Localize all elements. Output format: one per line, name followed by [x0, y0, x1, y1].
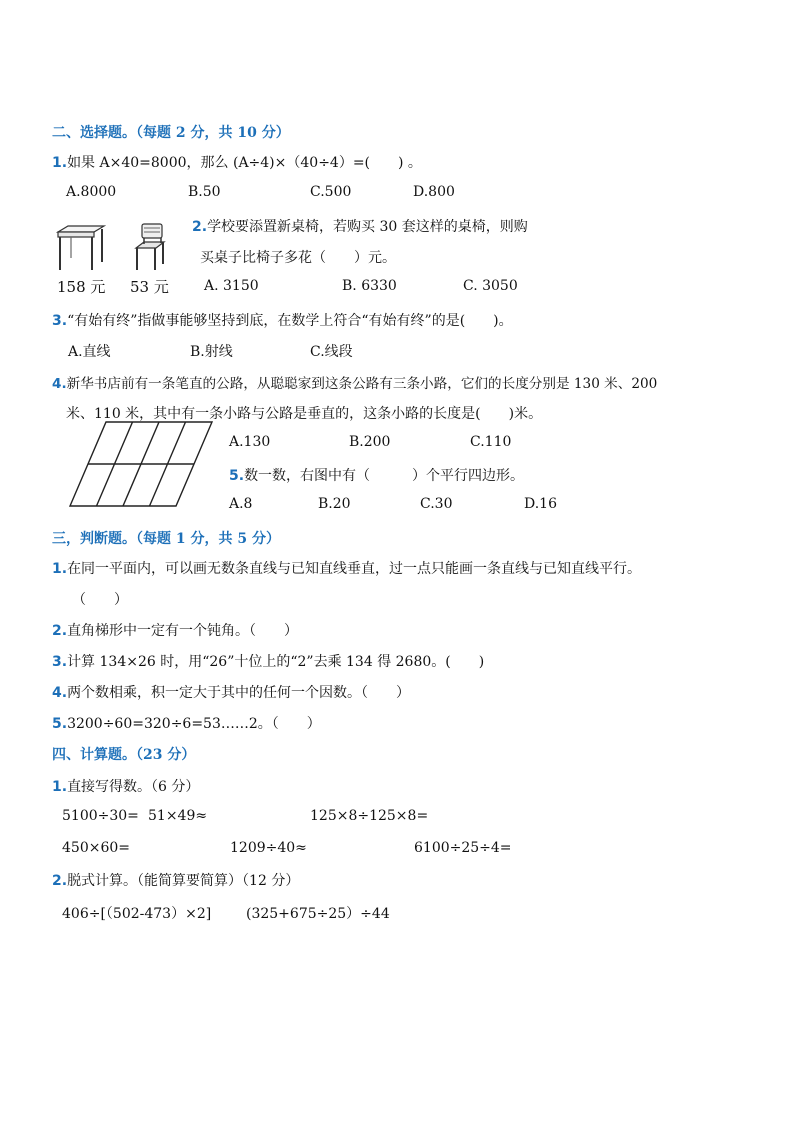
- question-number: 1.: [52, 155, 68, 171]
- calc-item: 450×60=: [62, 840, 130, 856]
- question-number: 3.: [52, 654, 68, 670]
- question-text: “有始有终”指做事能够坚持到底，在数学上符合“有始有终”的是( )。: [67, 313, 513, 329]
- calc-item: 125×8÷125×8=: [310, 808, 429, 824]
- option-a: A.130: [229, 434, 271, 450]
- question-number: 5.: [229, 468, 245, 484]
- judgment-item-4: [52, 682, 410, 702]
- question-text: 脱式计算。（能简算要简算）（12 分）: [67, 873, 300, 889]
- question-number: 2.: [192, 219, 208, 235]
- calc-item: 5100÷30=: [62, 808, 139, 824]
- calc-question-2: [52, 870, 299, 890]
- option-b: B.200: [349, 434, 391, 450]
- judgment-item-5: [52, 713, 321, 733]
- option-c: C. 3050: [463, 278, 518, 294]
- option-b: B.50: [188, 184, 221, 200]
- option-a: A.直线: [68, 344, 111, 360]
- option-c: C.30: [420, 496, 453, 512]
- option-b: B.射线: [190, 344, 233, 360]
- calc-item: 51×49≈: [148, 808, 208, 824]
- question-text: 直角梯形中一定有一个钝角。（ ）: [67, 623, 299, 639]
- chair-illustration: [130, 222, 170, 272]
- option-c: C.500: [310, 184, 352, 200]
- answer-blank: （ ）: [72, 592, 128, 608]
- option-d: D.800: [413, 184, 455, 200]
- question-text: 在同一平面内，可以画无数条直线与已知直线垂直，过一点只能画一条直线与已知直线平行。: [67, 561, 642, 577]
- question-number: 2.: [52, 623, 68, 639]
- question-text: 两个数相乘，积一定大于其中的任何一个因数。（ ）: [67, 685, 411, 701]
- question-3: [52, 310, 513, 330]
- question-1: [52, 152, 422, 172]
- option-d: D.16: [524, 496, 557, 512]
- question-text: 学校要添置新桌椅，若购买 30 套这样的桌椅，则购: [207, 219, 528, 235]
- judgment-item-1: [52, 558, 641, 578]
- option-b: B.20: [318, 496, 351, 512]
- judgment-item-2: [52, 620, 298, 640]
- question-text: 数一数，右图中有（ ）个平行四边形。: [244, 468, 525, 484]
- section-title-judgment: 三，判断题。（每题 1 分，共 5 分）: [52, 531, 280, 547]
- chair-price: 53 元: [130, 278, 169, 296]
- question-number: 1.: [52, 779, 68, 795]
- question-text: 直接写得数。（6 分）: [67, 779, 200, 795]
- question-text: 3200÷60=320÷6=53……2。（ ）: [67, 716, 321, 732]
- question-2-continued: 买桌子比椅子多花（ ）元。: [200, 250, 396, 266]
- question-text: 计算 134×26 时，用“26”十位上的“2”去乘 134 得 2680。( ): [67, 654, 485, 670]
- question-number: 1.: [52, 561, 68, 577]
- question-number: 4.: [52, 685, 68, 701]
- question-4: [52, 372, 657, 392]
- section-title-choice: 二、选择题。（每题 2 分，共 10 分）: [52, 125, 290, 141]
- question-text: 如果 A×40=8000，那么 (A÷4)×（40÷4）=( ) 。: [67, 155, 422, 171]
- option-a: A. 3150: [204, 278, 259, 294]
- parallelogram-grid-figure: [68, 418, 216, 510]
- calc-item: 6100÷25÷4=: [414, 840, 512, 856]
- option-a: A.8: [229, 496, 253, 512]
- option-c: C.110: [470, 434, 512, 450]
- calc-item: 1209÷40≈: [230, 840, 307, 856]
- question-2: [192, 216, 528, 236]
- question-number: 2.: [52, 873, 68, 889]
- desk-illustration: [56, 224, 106, 272]
- expression-2: (325+675÷25）÷44: [246, 906, 390, 922]
- calc-question-1: [52, 776, 199, 796]
- question-text: 新华书店前有一条笔直的公路，从聪聪家到这条公路有三条小路，它们的长度分别是 130 米、200: [66, 376, 658, 392]
- option-c: C.线段: [310, 344, 353, 360]
- question-number: 5.: [52, 716, 68, 732]
- question-number: 4.: [52, 376, 67, 392]
- desk-price: 158 元: [57, 278, 106, 296]
- expression-1: 406÷[（502-473）×2]: [62, 906, 212, 922]
- judgment-item-3: [52, 651, 484, 671]
- question-4-continued: 米、110 米，其中有一条小路与公路是垂直的，这条小路的长度是( )米。: [66, 406, 543, 422]
- question-number: 3.: [52, 313, 68, 329]
- option-b: B. 6330: [342, 278, 397, 294]
- option-a: A.8000: [66, 184, 117, 200]
- question-5: [229, 465, 524, 485]
- section-title-calculation: 四、计算题。（23 分）: [52, 747, 196, 763]
